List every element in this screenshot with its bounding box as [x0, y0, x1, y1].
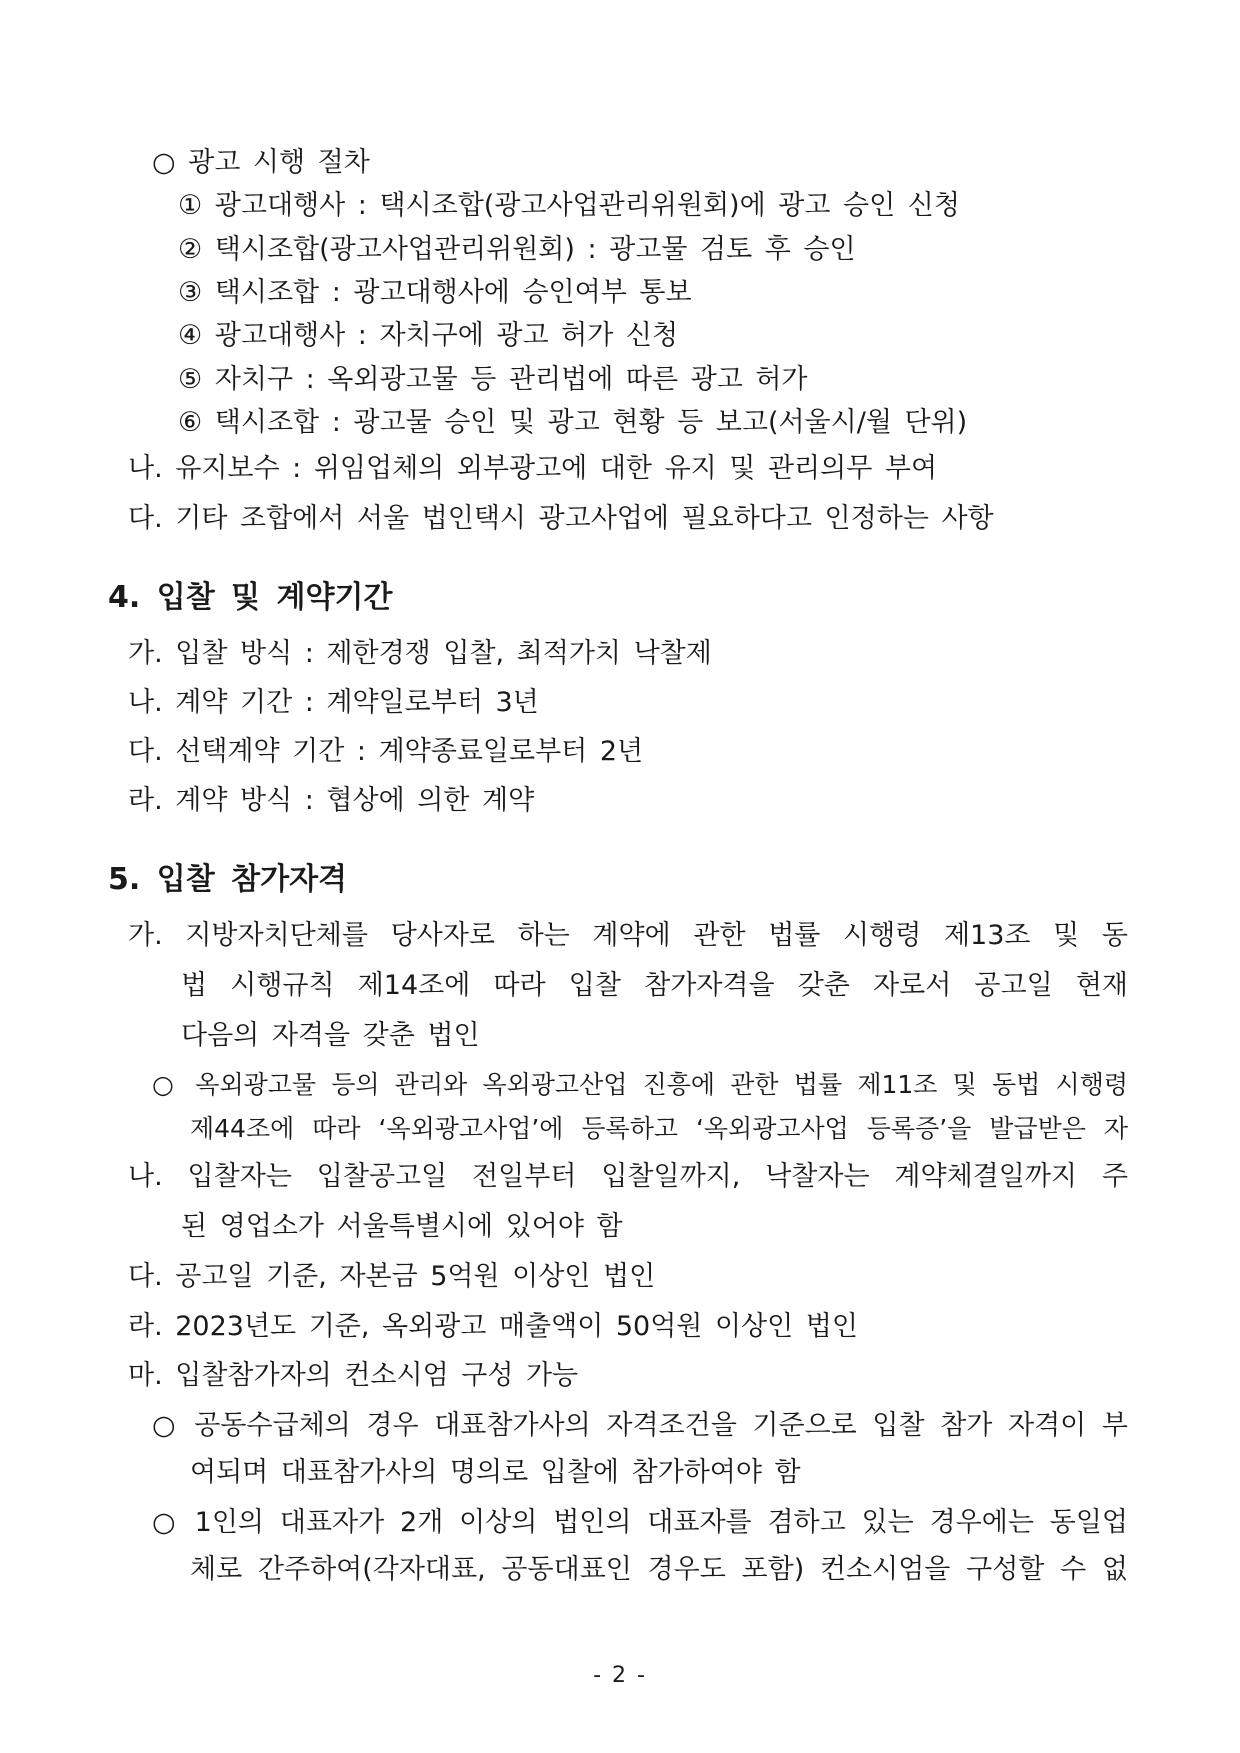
section-5-item-ma-sub2-line2: 체로 간주하여(각자대표, 공동대표인 경우도 포함) 컨소시엄을 구성할 수 없 [190, 1554, 1128, 1585]
section-5-item-ga-sub-line1: ○ 옥외광고물 등의 관리와 옥외광고산업 진흥에 관한 법률 제11조 및 동법 시행령 [152, 1070, 1128, 1099]
section-4-item-contract-method: 라. 계약 방식 : 협상에 의한 계약 [128, 785, 535, 816]
scope-item-maintenance: 나. 유지보수 : 위임업체의 외부광고에 대한 유지 및 관리의무 부여 [128, 453, 938, 484]
section-5-item-ga-line1: 가. 지방자치단체를 당사자로 하는 계약에 관한 법률 시행령 제13조 및 동 [128, 920, 1128, 951]
section-5-item-ga-line3: 다음의 자격을 갖춘 법인 [181, 1020, 480, 1051]
procedure-step-1: ① 광고대행사 : 택시조합(광고사업관리위원회)에 광고 승인 신청 [178, 190, 960, 221]
section-5-item-ra: 라. 2023년도 기준, 옥외광고 매출액이 50억원 이상인 법인 [128, 1311, 858, 1342]
section-5-item-na-line2: 된 영업소가 서울특별시에 있어야 함 [181, 1211, 623, 1242]
procedure-heading: ○ 광고 시행 절차 [152, 147, 370, 178]
section-5-item-ma-line1: 마. 입찰참가자의 컨소시엄 구성 가능 [128, 1360, 579, 1391]
procedure-step-6: ⑥ 택시조합 : 광고물 승인 및 광고 현황 등 보고(서울시/월 단위) [178, 407, 968, 438]
section-4-item-period: 나. 계약 기간 : 계약일로부터 3년 [128, 687, 539, 718]
scope-item-other: 다. 기타 조합에서 서울 법인택시 광고사업에 필요하다고 인정하는 사항 [128, 503, 994, 534]
section-4-item-method: 가. 입찰 방식 : 제한경쟁 입찰, 최적가치 낙찰제 [128, 638, 712, 669]
procedure-step-5: ⑤ 자치구 : 옥외광고물 등 관리법에 따른 광고 허가 [178, 364, 808, 395]
section-5-item-ga-line2: 법 시행규칙 제14조에 따라 입찰 참가자격을 갖춘 자로서 공고일 현재 [181, 970, 1128, 1001]
section-4-item-optional-period: 다. 선택계약 기간 : 계약종료일로부터 2년 [128, 736, 644, 767]
procedure-step-3: ③ 택시조합 : 광고대행사에 승인여부 통보 [178, 277, 692, 308]
section-5-item-ma-sub1-line1: ○ 공동수급체의 경우 대표참가사의 자격조건을 기준으로 입찰 참가 자격이 부 [152, 1410, 1128, 1441]
procedure-step-2: ② 택시조합(광고사업관리위원회) : 광고물 검토 후 승인 [178, 234, 856, 265]
section-5-item-da: 다. 공고일 기준, 자본금 5억원 이상인 법인 [128, 1261, 656, 1292]
section-5-item-ga-sub-line2: 제44조에 따라 ‘옥외광고사업’에 등록하고 ‘옥외광고사업 등록증’을 발급받은 자 [190, 1114, 1128, 1143]
section-5-item-ma-sub1-line2: 여되며 대표참가사의 명의로 입찰에 참가하여야 함 [190, 1457, 801, 1488]
section-5-title: 5. 입찰 참가자격 [108, 862, 348, 897]
page-number: - 2 - [593, 1663, 647, 1688]
procedure-step-4: ④ 광고대행사 : 자치구에 광고 허가 신청 [178, 320, 679, 351]
section-4-title: 4. 입찰 및 계약기간 [108, 580, 393, 615]
section-5-item-ma-sub2-line1: ○ 1인의 대표자가 2개 이상의 법인의 대표자를 겸하고 있는 경우에는 동일업 [152, 1507, 1128, 1538]
section-5-item-na-line1: 나. 입찰자는 입찰공고일 전일부터 입찰일까지, 낙찰자는 계약체결일까지 주 [128, 1161, 1128, 1192]
